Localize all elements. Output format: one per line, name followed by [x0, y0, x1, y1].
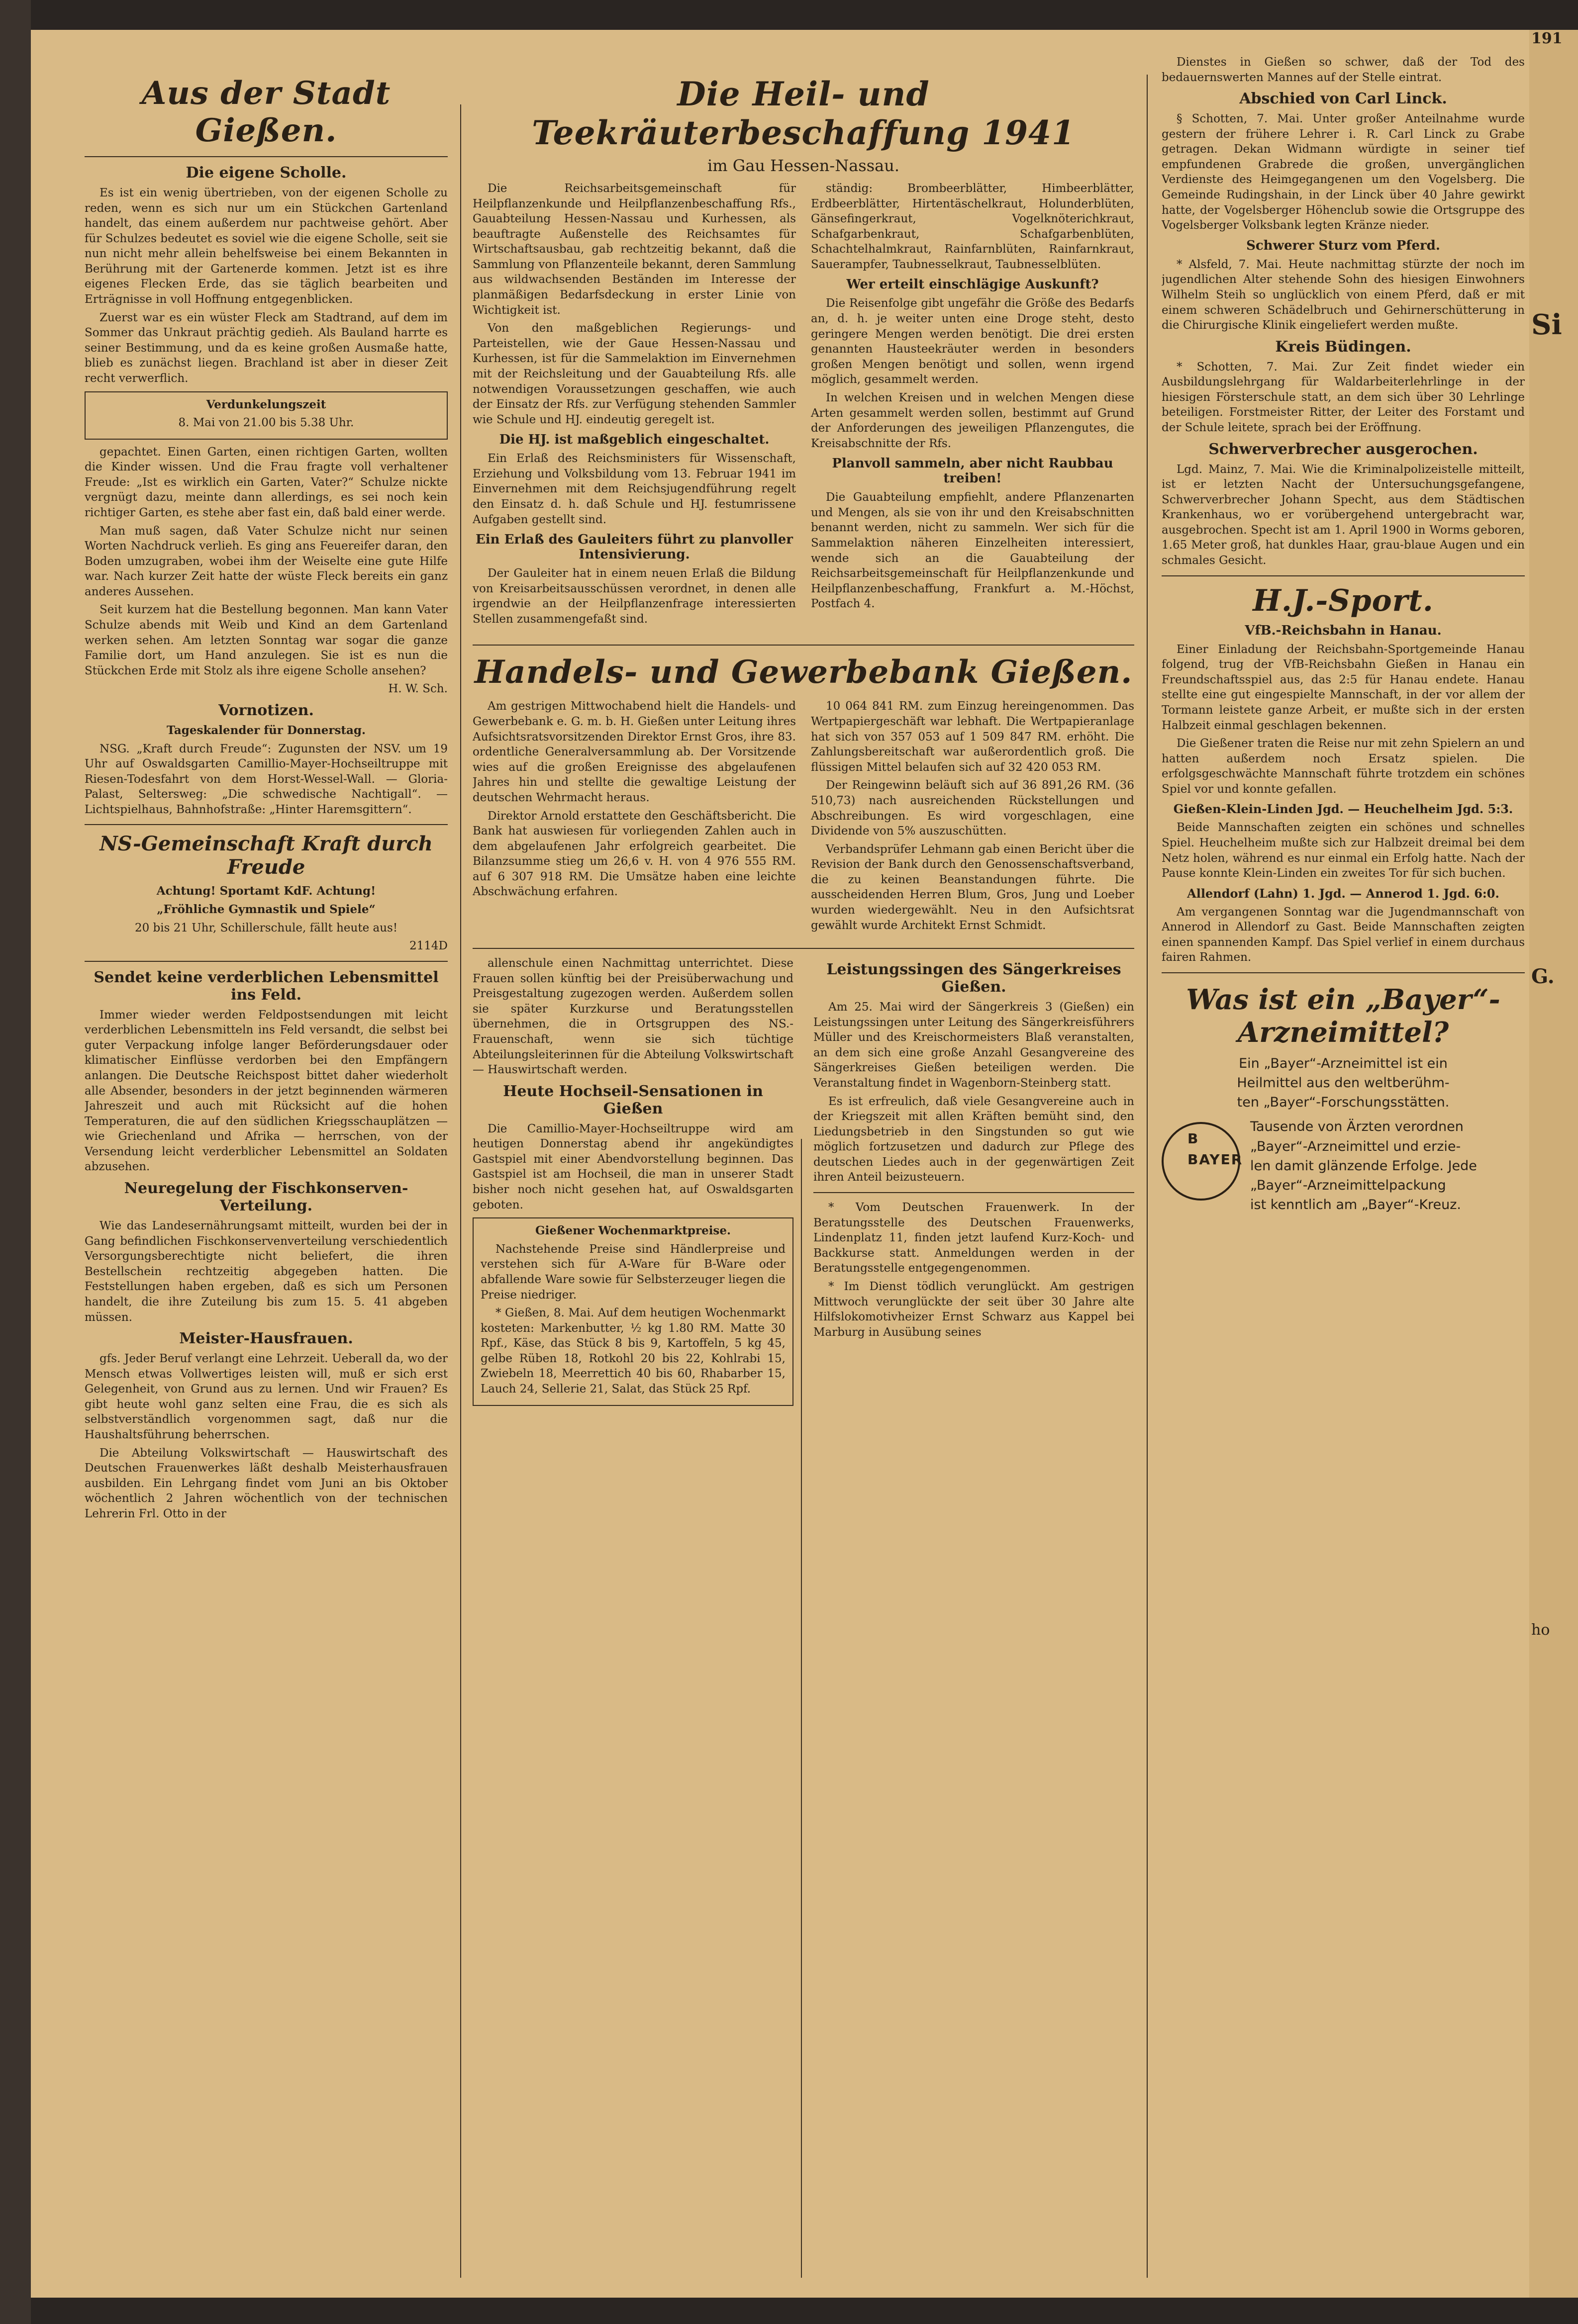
article-paragraph: In welchen Kreisen und in welchen Mengen diese Arten gesammelt werden sollen, bestimmt auf Grund der Anforderungen des jeweiligen Pflanzengutes, die Kreisabschnitte der Rfs.	[811, 391, 1134, 450]
article-subheading: Die HJ. ist maßgeblich eingeschaltet.	[499, 432, 770, 448]
article-paragraph: § Schotten, 7. Mai. Unter großer Anteilnahme wurde gestern der frühere Lehrer i. R. Carl Linck zu Grabe getragen. Dekan Widmann würdigte in seiner tief empfundenen Grabrede die großen, unvergänglichen Verdienste des Heimgegangenen um den Vogelsberg. Die Gemeinde Rudingshain, in der Linck über 40 Jahre gewirkt hatte, der Vogelsberger Höhenclub sowie die Ortsgruppe des Vogelsberger Volksbank legten Kränze nieder.	[1162, 112, 1525, 232]
article-paragraph: Die Camillio-Mayer-Hochseiltruppe wird am heutigen Donnerstag abend ihr angekündigtes Gastspiel mit einer Abendvorstellung beginnen. Das Gastspiel ist am Hochseil, die man in unserer Stadt bisher noch nicht gesehen hat, auf Oswaldsgarten geboten.	[473, 1122, 793, 1211]
strip-fragment: G.	[1531, 965, 1555, 988]
ad-line: Tausende von Ärzten verordnen	[1250, 1119, 1464, 1135]
article-title: Vornotizen.	[218, 701, 314, 719]
blackout-time: 8. Mai von 21.00 bis 5.38 Uhr.	[178, 416, 354, 430]
article-paragraph: Beide Mannschaften zeigten ein schönes und schnelles Spiel. Heuchelheim mußte sich zur Halbzeit dreimal bei dem Netz holen, während es nur einmal ein Erfolg hatte. Nach der Pause konnte Klein-Linden ein zweites Tor für sich buchen.	[1162, 821, 1525, 880]
match-result: Gießen-Klein-Linden Jgd. — Heuchelheim Jgd. 5:3.	[1173, 802, 1513, 817]
column-local-news	[85, 75, 448, 2278]
kdf-sport-title: Achtung! Sportamt KdF. Achtung!	[156, 884, 376, 898]
kdf-banner: NS-Gemeinschaft Kraft durch Freude	[99, 832, 433, 879]
article-paragraph: Die Gießener traten die Reise nur mit zehn Spielern an und hatten außerdem noch Ersatz spielen. Die erfolgsgeschwächte Mannschaft führte trotzdem ein schönes Spiel vor und konnte gefallen.	[1162, 737, 1525, 796]
article-paragraph: Es ist erfreulich, daß viele Gesangvereine auch in der Kriegszeit mit allen Kräften bemüht sind, den Liedungsbetrieb in den Singstunden so gut wie möglich fortzusetzen und dadurch zur Pflege des deutschen Liedes auch in der gegenwärtigen Zeit ihren Anteil beizusteuern.	[813, 1095, 1134, 1184]
kdf-event: „Fröhliche Gymnastik und Spiele“	[157, 902, 376, 916]
column-regional-sport	[1162, 55, 1525, 2278]
article-paragraph: Man muß sagen, daß Vater Schulze nicht nur seinen Worten Nachdruck verlieh. Es ging ans Feuereifer daran, den Boden umzugraben, wobei ihm der Weiselte eine gute Hilfe war. Nach kurzer Zeit hatte der wüste Fleck bereits ein ganz anderes Aussehen.	[85, 524, 448, 598]
author-signature: H. W. Sch.	[388, 682, 448, 696]
article-title: Leistungssingen des Sängerkreises Gießen.	[826, 961, 1121, 996]
article-paragraph: * Im Dienst tödlich verunglückt. Am gestrigen Mittwoch verunglückte der seit über 30 Jahre alte Hilfslokomotivheizer Ernst Schwarz aus Kappel bei Marburg in Ausübung seines	[813, 1280, 1134, 1339]
ad-line: ten „Bayer“-Forschungsstätten.	[1237, 1095, 1450, 1111]
article-paragraph: Dienstes in Gießen so schwer, daß der Tod des bedauernswerten Mannes auf der Stelle eintrat.	[1162, 56, 1525, 84]
ad-headline: Was ist ein „Bayer“-Arzneimittel?	[1186, 983, 1500, 1049]
article-paragraph: Immer wieder werden Feldpostsendungen mit leicht verderblichen Lebensmitteln ins Feld versandt, die selbst bei guter Verpackung infolge langer Beförderungsdauer oder klimatischer Einflüsse verdorben bei den Empfängern anlangen. Die Deutsche Reichspost bittet daher wiederholt alle Absender, besonders in der jetzt beginnenden wärmeren Jahreszeit und auch mit Rücksicht auf die hohen Temperaturen, die auf den südlichen Kriegsschauplätzen — wie Griechenland und Afrika — herrschen, von der Versendung leicht verderblicher Lebensmittel an Soldaten abzusehen.	[85, 1008, 448, 1174]
column-rule	[460, 104, 461, 2278]
article-paragraph: * Alsfeld, 7. Mai. Heute nachmittag stürzte der noch im jugendlichen Alter stehende Sohn des hiesigen Einwohners Wilhelm Steih so unglücklich von einem Pferd, daß er mit einem schweren Schädelbruch und Gehirnerschütterung in die Chirurgische Klinik eingeliefert werden mußte.	[1162, 258, 1525, 332]
article-subheadline: im Gau Hessen-Nassau.	[707, 156, 899, 175]
binding-gutter	[0, 0, 31, 2324]
ad-code: 2114D	[409, 939, 448, 953]
lower-articles	[473, 956, 1134, 1410]
sport-heading: H.J.-Sport.	[1253, 583, 1434, 618]
strip-fragment: ho	[1531, 1621, 1550, 1639]
ad-line: Ein „Bayer“-Arzneimittel ist ein	[1239, 1056, 1448, 1072]
ad-line: len damit glänzende Erfolge. Jede	[1250, 1158, 1477, 1174]
herb-article-body	[473, 181, 1134, 630]
ad-line: ist kenntlich am „Bayer“-Kreuz.	[1250, 1197, 1462, 1212]
article-title: Schwerer Sturz vom Pferd.	[1246, 238, 1440, 253]
article-paragraph: Lgd. Mainz, 7. Mai. Wie die Kriminalpolizeistelle mitteilt, ist er letzten Nacht der Untersuchungsgefangene, Schwerverbrecher Johann Specht, aus dem Städtischen Krankenhaus, wo er vorübergehend untergebracht war, ausgebrochen. Specht ist am 1. April 1900 in Worms geboren, 1.65 Meter groß, hat dunkles Haar, grau-blaue Augen und ein schmales Gesicht.	[1162, 463, 1525, 567]
article-paragraph: Nachstehende Preise sind Händlerpreise und verstehen sich für A-Ware für B-Ware oder abfallende Ware sowie für Selbsterzeuger liegen die Preise niedriger.	[481, 1242, 786, 1301]
market-prices-box	[473, 1217, 793, 1405]
article-paragraph: NSG. „Kraft durch Freude“: Zugunsten der NSV. um 19 Uhr auf Oswaldsgarten Camillio-Mayer-Hochseiltruppe mit Riesen-Todesfahrt von dem Horst-Wessel-Wall. — Gloria-Palast, Seltersweg: „Die schwedische Nachtigall“. — Lichtspielhaus, Bahnhofstraße: „Hinter Haremsgittern“.	[85, 742, 448, 816]
article-paragraph: * Schotten, 7. Mai. Zur Zeit findet wieder ein Ausbildungslehrgang für Waldarbeiterlehrlinge in der hiesigen Försterschule statt, an dem sich über 30 Lehrlinge beteiligen. Forstmeister Ritter, der Leiter des Forstamt und der Schule leitete, sprach bei der Eröffnung.	[1162, 360, 1525, 434]
article-paragraph: gfs. Jeder Beruf verlangt eine Lehrzeit. Ueberall da, wo der Mensch etwas Vollwertiges leisten will, muß er sich erst Gelegenheit, von Grund aus zu lernen. Und wir Frauen? Es gibt heute wohl ganz selten eine Frau, die es sich als selbstverständlich vorgenommen sagt, daß nur die Haushaltsführung beherrschen.	[85, 1352, 448, 1441]
article-paragraph: Die Gauabteilung empfiehlt, andere Pflanzenarten und Mengen, als sie von ihr und den Kreisabschnitten benannt werden, nicht zu sammeln. Wer sich für die Sammelaktion näheren Einzelheiten interessiert, wende sich an die Gauabteilung der Reichsarbeitsgemeinschaft für Heilpflanzenkunde und Heilpflanzenbeschaffung, Frankfurt a. M.-Höchst, Postfach 4.	[811, 491, 1134, 611]
match-result: Allendorf (Lahn) 1. Jgd. — Annerod 1. Jgd. 6:0.	[1187, 886, 1499, 901]
article-paragraph: * Gießen, 8. Mai. Auf dem heutigen Wochenmarkt kosteten: Markenbutter, ½ kg 1.80 RM. Matte 30 Rpf., Käse, das Stück 8 bis 9, Kartoffeln, 5 kg 45, gelbe Rüben 18, Rotkohl 20 bis 22, Kohlrabi 15, Zwiebeln 18, Meerrettich 40 bis 60, Rhabarber 15, Lauch 24, Sellerie 21, Salat, das Stück 25 Rpf.	[481, 1306, 786, 1395]
article-paragraph: Direktor Arnold erstattete den Geschäftsbericht. Die Bank hat auswiesen für vorliegenden Zahlen auch in dem abgelaufenen Jahr erfolgreich gearbeitet. Die Bilanzsumme stieg um 26,6 v. H. von 4 976 555 RM. auf 6 307 918 RM. Die Umsätze haben eine leichte Abschwächung erfahren.	[473, 809, 796, 899]
article-title: Die eigene Scholle.	[186, 164, 347, 182]
article-title: VfB.-Reichsbahn in Hanau.	[1245, 623, 1442, 638]
bayer-cross-logo: B BAYER	[1162, 1122, 1240, 1201]
article-paragraph: Am gestrigen Mittwochabend hielt die Handels- und Gewerbebank e. G. m. b. H. Gießen unter Leitung ihres Aufsichtsratsvorsitzenden Direktor Ernst Gros, ihre 83. ordentliche Generalversammlung ab. Der Vorsitzende wies auf die großen Ereignisse des abgelaufenen Jahres hin und stellte die gewaltige Leistung der deutschen Wehrmacht heraus.	[473, 700, 796, 804]
article-paragraph: ständig: Brombeerblätter, Himbeerblätter, Erdbeerblätter, Hirtentäschelkraut, Holunderblüten, Gänsefingerkraut, Vogelknöterichkraut, Schafgarbenkraut, Schafgarbenblüten, Schachtelhalmkraut, Rainfarnblüten, Rainfarnkraut, Sauerampfer, Taubnesselkraut, Taubnesselblüten.	[811, 182, 1134, 271]
article-headline: Handels- und Gewerbebank Gießen.	[474, 653, 1133, 691]
article-paragraph: Verbandsprüfer Lehmann gab einen Bericht über die Revision der Bank durch den Genossenschaftsverband, die zu keinen Beanstandungen führte. Die ausscheidenden Herren Blum, Gros, Jung und Loeber wurden wiedergewählt. Neu in den Aufsichtsrat gewählt wurde Architekt Ernst Schmidt.	[811, 842, 1134, 932]
article-paragraph: Die Abteilung Volkswirtschaft — Hauswirtschaft des Deutschen Frauenwerkes läßt deshalb Meisterhausfrauen ausbilden. Ein Lehrgang findet vom Juni an bis Oktober wöchentlich 2 Jahren wöchentlich von der technischen Lehrerin Frl. Otto in der	[85, 1446, 448, 1520]
article-paragraph: Am 25. Mai wird der Sängerkreis 3 (Gießen) ein Leistungssingen unter Leitung des Sängerkreisführers Müller und des Kreischormeisters Blaß veranstalten, an dem sich eine große Anzahl Gesangvereine des Sängerkreises Gießen beteiligen werden. Die Veranstaltung findet in Wagenborn-Steinberg statt.	[813, 1001, 1134, 1090]
article-title: Neuregelung der Fischkonserven-Verteilung.	[124, 1180, 408, 1215]
bank-article-body	[473, 699, 1134, 936]
strip-page-number: 191	[1531, 30, 1563, 47]
article-paragraph: Der Reingewinn beläuft sich auf 36 891,26 RM. (36 510,73) nach ausreichenden Rückstellungen und Abschreibungen. Es wird vorgeschlagen, eine Dividende von 5% auszuschütten.	[811, 779, 1134, 838]
article-paragraph: Einer Einladung der Reichsbahn-Sportgemeinde Hanau folgend, trug der VfB-Reichsbahn Gießen in Hanau ein Freundschaftsspiel aus, das 2:5 für Hanau endete. Hanau stellte eine gut eingespielte Mannschaft, in der vor allem der Tormann leistete ganze Arbeit, er mußte sich in der ersten Halbzeit einmal geschlagen bekennen.	[1162, 643, 1525, 732]
article-paragraph: allenschule einen Nachmittag unterrichtet. Diese Frauen sollen künftig bei der Preisüberwachung und Preisgestaltung zugezogen werden. Außerdem sollen sie später Kurzkurse und Beratungsstellen übernehmen, die in Ortsgruppen des NS.-Frauenschaft, wenn sie sich tüchtige Abteilungsleiterinnen für die Abteilung Volkswirtschaft — Hauswirtschaft werden.	[473, 957, 793, 1077]
column-main-articles	[473, 75, 1134, 2278]
strip-fragment: Si	[1531, 308, 1562, 341]
ad-line: Heilmittel aus den weltberühm-	[1237, 1075, 1450, 1091]
article-subheading: Planvoll sammeln, aber nicht Raubbau treiben!	[832, 456, 1113, 486]
article-paragraph: Wie das Landesernährungsamt mitteilt, wurden bei der in Gang befindlichen Fischkonservenverteilung verschiedentlich Versorgungsberechtigte nicht beliefert, die ihren Bestellschein rechtzeitig abgegeben hatten. Die Feststellungen haben ergeben, daß es sich um Personen handelt, die ihre Zuteilung bis zum 15. 5. 41 abgeben müssen.	[85, 1219, 448, 1324]
article-paragraph: gepachtet. Einen Garten, einen richtigen Garten, wollten die Kinder wissen. Und die Frau fragte voll verhaltener Freude: „Ist es wirklich ein Garten, Vater?“ Schulze nickte vergnügt dazu, meinte dann allerdings, es sei noch kein richtiger Garten, es stehe aber fast ein, daß bald einer werde.	[85, 445, 448, 519]
article-title: Schwerverbrecher ausgerochen.	[1208, 440, 1478, 458]
ad-line: „Bayer“-Arzneimittel und erzie-	[1250, 1138, 1461, 1154]
article-paragraph: Es ist ein wenig übertrieben, von der eigenen Scholle zu reden, wenn es sich nur um ein Stückchen Gartenland handelt, das einem außerdem nur pachtweise gehört. Aber für Schulzes bedeutet es soviel wie die eigene Scholle, seit sie nun nicht mehr allein behelfsweise bei einem Bekannten in Berührung mit der Gartenerde kommen. Jetzt ist es ihre eigenes Flecken Erde, das sie täglich bearbeiten und Erträgnisse in voll Hoffnung entgegenblicken.	[85, 186, 448, 306]
article-subheading: Wer erteilt einschlägige Auskunft?	[846, 277, 1099, 292]
section-heading: Aus der Stadt Gießen.	[141, 75, 391, 149]
blackout-label: Verdunkelungszeit	[206, 397, 326, 411]
article-paragraph: 10 064 841 RM. zum Einzug hereingenommen. Das Wertpapiergeschäft war lebhaft. Die Wertpapieranlage hat sich von 357 053 auf 1 509 847 RM. erhöht. Die Zahlungsbereitschaft war außerordentlich groß. Die flüssigen Mittel belaufen sich auf 32 420 053 RM.	[811, 700, 1134, 774]
article-title: Meister-Hausfrauen.	[179, 1330, 353, 1348]
article-paragraph: Zuerst war es ein wüster Fleck am Stadtrand, auf dem im Sommer das Unkraut prächtig gedieh. Als Bauland harrte es seiner Bestimmung, und da es keine großen Ausmaße hatte, blieb es zunächst liegen. Brachland ist aber in dieser Zeit recht verwerflich.	[85, 311, 448, 385]
ad-body	[1162, 1054, 1525, 1214]
article-subheading: Ein Erlaß des Gauleiters führt zu planvoller Intensivierung.	[475, 532, 793, 562]
calendar-heading: Tageskalender für Donnerstag.	[166, 723, 366, 737]
article-paragraph: Seit kurzem hat die Bestellung begonnen. Man kann Vater Schulze abends mit Weib und Kind an dem Gartenland werken sehen. Am letzten Sonntag war sogar die ganze Familie dort, um Hand anzulegen. Sie ist es nun die Stückchen Erde mit Stolz als ihre eigene Scholle ansehen?	[85, 603, 448, 677]
article-paragraph: Ein Erlaß des Reichsministers für Wissenschaft, Erziehung und Volksbildung vom 13. Februar 1941 im Einvernehmen mit dem Reichsjugendführung regelt den Einsatz d. h. daß Schule und HJ. festumrissene Aufgaben gestellt sind.	[473, 452, 796, 526]
blackout-notice	[85, 391, 448, 440]
article-title: Kreis Büdingen.	[1275, 338, 1411, 356]
article-paragraph: * Vom Deutschen Frauenwerk. In der Beratungsstelle des Deutschen Frauenwerks, Lindenplatz 11, finden jetzt laufend Kurz-Koch- und Backkurse statt. Anmeldungen werden in der Beratungsstelle entgegengenommen.	[813, 1201, 1134, 1275]
column-rule	[1147, 75, 1148, 2278]
ad-line: „Bayer“-Arzneimittelpackung	[1250, 1177, 1446, 1193]
article-paragraph: Die Reichsarbeitsgemeinschaft für Heilpflanzenkunde und Heilpflanzenbeschaffung Rfs., Gauabteilung Hessen-Nassau und Kurhessen, als beauftragte Außenstelle des Reichsamtes für Wirtschaftsausbau, gab rechtzeitig bekannt, daß die Sammlung von Pflanzenteile bekannt, deren Sammlung aus wildwachsenden Beständen im Interesse der planmäßigen Bedarfsdeckung in erster Linie von Wichtigkeit ist.	[473, 182, 796, 317]
bayer-advertisement	[1162, 983, 1525, 1214]
article-title: Abschied von Carl Linck.	[1239, 90, 1447, 108]
article-title: Heute Hochseil-Sensationen in Gießen	[503, 1082, 763, 1117]
article-paragraph: Von den maßgeblichen Regierungs- und Parteistellen, wie der Gaue Hessen-Nassau und Kurhessen, ist für die Sammelaktion im Einvernehmen mit der Reichsleitung und der Gauabteilung Rfs. alle notwendigen Voraussetzungen geschaffen, wie auch der Einsatz der Rfs. zur Verfügung stehenden Sammler wie Schule und HJ. eindeutig geregelt ist.	[473, 322, 796, 426]
article-title: Sendet keine verderblichen Lebensmittel ins Feld.	[94, 968, 439, 1004]
adjacent-page-strip	[1529, 30, 1578, 2298]
article-paragraph: Am vergangenen Sonntag war die Jugendmannschaft von Annerod in Allendorf zu Gast. Beide Mannschaften zeigten einen spannenden Kampf. Das Spiel verlief in einem durchaus fairen Rahmen.	[1162, 905, 1525, 964]
kdf-event-detail: 20 bis 21 Uhr, Schillerschule, fällt heute aus!	[134, 921, 398, 934]
article-paragraph: Die Reisenfolge gibt ungefähr die Größe des Bedarfs an, d. h. je weiter unten eine Droge steht, desto geringere Mengen werden benötigt. Die drei ersten genannten Hausteekräuter werden in besonders großen Mengen benötigt und sollen, wenn irgend möglich, gesammelt werden.	[811, 297, 1134, 386]
article-headline: Die Heil- und Teekräuterbeschaffung 1941	[532, 75, 1075, 152]
market-title: Gießener Wochenmarktpreise.	[535, 1224, 731, 1238]
article-paragraph: Der Gauleiter hat in einem neuen Erlaß die Bildung von Kreisarbeitsausschüssen verordnet, in denen alle irgendwie an der Heilpflanzenfrage interessierten Stellen zusammengefaßt sind.	[473, 567, 796, 626]
